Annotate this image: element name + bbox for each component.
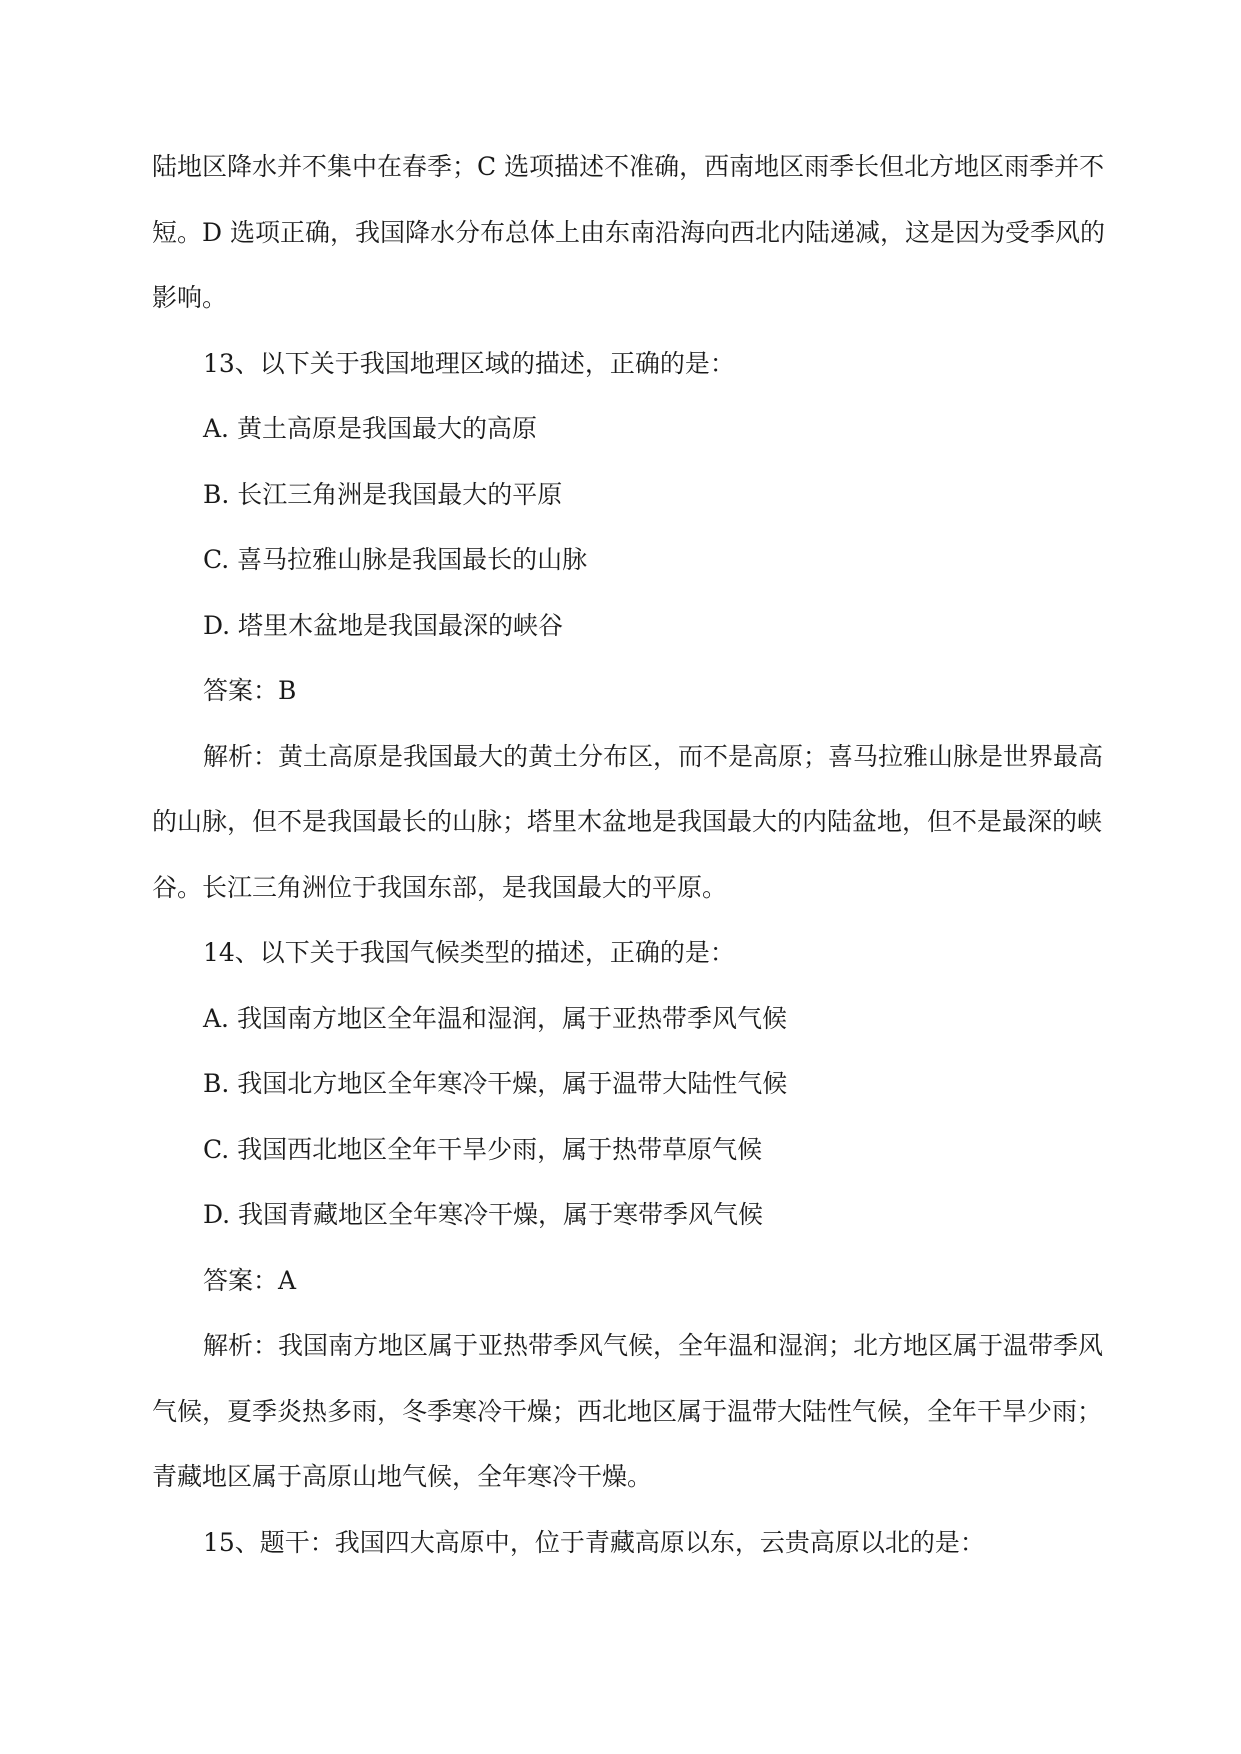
question-13 bbox=[152, 331, 1104, 921]
analysis-line: 的山脉，但不是我国最长的山脉；塔里木盆地是我国最大的内陆盆地，但不是最深的峡 bbox=[152, 807, 1103, 836]
option-c: C. 喜马拉雅山脉是我国最长的山脉 bbox=[203, 545, 588, 574]
option-d: D. 我国青藏地区全年寒冷干燥，属于寒带季风气候 bbox=[203, 1200, 764, 1229]
paragraph-line: 短。D 选项正确，我国降水分布总体上由东南沿海向西北内陆递减，这是因为受季风的 bbox=[152, 217, 1105, 247]
paragraph-line: 影响。 bbox=[152, 283, 228, 312]
document-page bbox=[152, 134, 1105, 1575]
answer: 答案：B bbox=[203, 676, 297, 705]
previous-analysis-continuation bbox=[152, 134, 1105, 331]
option-b: B. 我国北方地区全年寒冷干燥，属于温带大陆性气候 bbox=[203, 1069, 788, 1098]
question-14 bbox=[152, 920, 1104, 1510]
question-stem: 13、以下关于我国地理区域的描述，正确的是： bbox=[203, 348, 735, 378]
option-a: A. 黄土高原是我国最大的高原 bbox=[203, 414, 537, 443]
analysis-line: 解析：黄土高原是我国最大的黄土分布区，而不是高原；喜马拉雅山脉是世界最高 bbox=[203, 741, 1104, 771]
analysis-line: 谷。长江三角洲位于我国东部，是我国最大的平原。 bbox=[152, 872, 728, 902]
question-stem: 15、题干：我国四大高原中，位于青藏高原以东，云贵高原以北的是： bbox=[203, 1527, 985, 1557]
paragraph-line: 陆地区降水并不集中在春季；C 选项描述不准确，西南地区雨季长但北方地区雨季并不 bbox=[152, 152, 1105, 181]
question-stem: 14、以下关于我国气候类型的描述，正确的是： bbox=[203, 938, 735, 967]
analysis-line: 解析：我国南方地区属于亚热带季风气候，全年温和湿润；北方地区属于温带季风 bbox=[203, 1331, 1104, 1360]
option-b: B. 长江三角洲是我国最大的平原 bbox=[203, 479, 563, 509]
analysis-line: 气候，夏季炎热多雨，冬季寒冷干燥；西北地区属于温带大陆性气候，全年干旱少雨； bbox=[152, 1396, 1103, 1426]
analysis-line: 青藏地区属于高原山地气候，全年寒冷干燥。 bbox=[152, 1462, 653, 1491]
option-d: D. 塔里木盆地是我国最深的峡谷 bbox=[203, 610, 564, 640]
option-a: A. 我国南方地区全年温和湿润，属于亚热带季风气候 bbox=[203, 1003, 787, 1033]
answer: 答案：A bbox=[203, 1265, 297, 1295]
option-c: C. 我国西北地区全年干旱少雨，属于热带草原气候 bbox=[203, 1134, 763, 1164]
question-15 bbox=[152, 1510, 1100, 1576]
